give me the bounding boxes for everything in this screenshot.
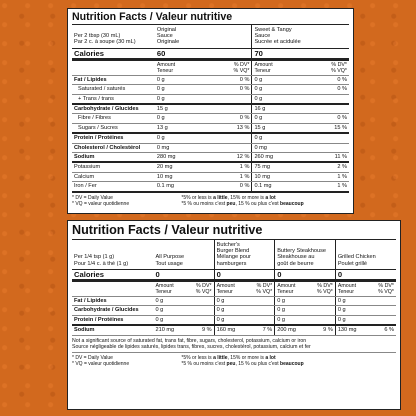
column-header-grilled-chicken: Grilled Chicken Poulet grillé: [335, 240, 396, 269]
serving-size: Per 2 tbsp (30 mL): [74, 33, 121, 40]
nutrient-row: Protein / Protéines 0 g 0 g 0 g 0 g: [72, 315, 396, 325]
serving-size-fr: Pour 1/4 c. à thé (1 g): [74, 260, 129, 267]
serving-size-fr: Par 2 c. à soupe (30 mL): [74, 39, 136, 46]
nutrition-label-sauces: [67, 8, 354, 214]
nutrient-row: Cholesterol / Cholestérol 0 mg 0 mg: [72, 143, 349, 152]
column-header-burger-blend: Butcher's Burger Blend Mélange pour hamburgers: [214, 240, 275, 269]
serving-size: Per 1/4 tsp (1 g): [74, 254, 115, 261]
nutrient-row: Sugars / Sucres 13 g 13 % 15 g 15 %: [72, 123, 349, 133]
label-footer: * DV = Daily Value * VQ = valeur quotidienne *5% or less is a little, 15% or more is a lot *5 % ou moins c'est peu, 15 % ou plus c'est beaucoup: [72, 194, 304, 207]
nutrient-row: + Trans / trans 0 g 0 g: [72, 94, 349, 104]
nutrition-label-seasonings: [67, 220, 401, 410]
nutrient-row: Fat / Lipides 0 g 0 % 0 g 0 %: [74, 76, 347, 83]
nutrient-row: Sodium 280 mg 12 % 260 mg 11 %: [72, 153, 349, 163]
subheader-row: Amount Teneur % DV* % VQ* Amount Teneur % DV* % VQ* Amount Teneur % DV* % VQ* Amount Teneur % DV* % VQ*: [72, 280, 396, 296]
subheader-row: Amount Teneur % DV* % VQ* Amount Teneur % DV* % VQ*: [72, 59, 349, 75]
nutrition-table: [72, 240, 396, 336]
column-header-all-purpose: All Purpose Tout usage: [155, 254, 185, 267]
column-header-original: Original Sauce Originale: [156, 27, 180, 46]
calories-row: Calories 0 0 0 0: [72, 269, 396, 280]
nutrient-row: Protein / Protéines 0 g 0 g: [72, 133, 349, 143]
nutrition-table: [72, 25, 349, 193]
nutrient-row: Iron / Fer 0.1 mg 0 % 0.1 mg 1 %: [72, 182, 349, 192]
label-title: Nutrition Facts / Valeur nutritive: [72, 11, 349, 25]
nutrient-row: Calcium 10 mg 1 % 10 mg 1 %: [74, 173, 347, 180]
column-header-buttery-steakhouse: Buttery Steakhouse Steakhouse au goût de beurre: [275, 240, 336, 269]
calories-row: Calories 60 70: [72, 48, 349, 59]
nutrient-row: Carbohydrate / Glucides 0 g 0 g 0 g 0 g: [72, 306, 396, 315]
insignificant-source-note: Not a significant source of saturated fat, trans fat, fibre, sugars, cholesterol, potassium, calcium or iron Source négligeable de lipides saturés, lipides trans, fibres, sucres, cholestérol, potassium, calcium et fer: [72, 336, 396, 353]
label-footer: * DV = Daily Value * VQ = valeur quotidienne *5% or less is a little, 15% or more is a lot *5 % ou moins c'est peu, 15 % ou plus c'est beaucoup: [72, 355, 304, 368]
nutrient-row: Potassium 20 mg 1 % 75 mg 2 %: [74, 164, 347, 171]
label-title: Nutrition Facts / Valeur nutritive: [72, 223, 396, 240]
nutrient-row: Fibre / Fibres 0 g 0 % 0 g 0 %: [72, 114, 349, 123]
column-header-sweet-tangy: Sweet & Tangy Sauce Sucrée et acidulée: [252, 25, 349, 48]
nutrient-row: Fat / Lipides 0 g 0 g 0 g 0 g: [72, 297, 396, 306]
nutrient-row: Carbohydrate / Glucides 15 g 16 g: [72, 104, 349, 114]
nutrient-row: Sodium 210 mg 9 % 160 mg 7 % 200 mg 9 % 130 mg 6 %: [74, 327, 394, 334]
nutrient-row: Saturated / saturés 0 g 0 % 0 g 0 %: [72, 85, 349, 94]
